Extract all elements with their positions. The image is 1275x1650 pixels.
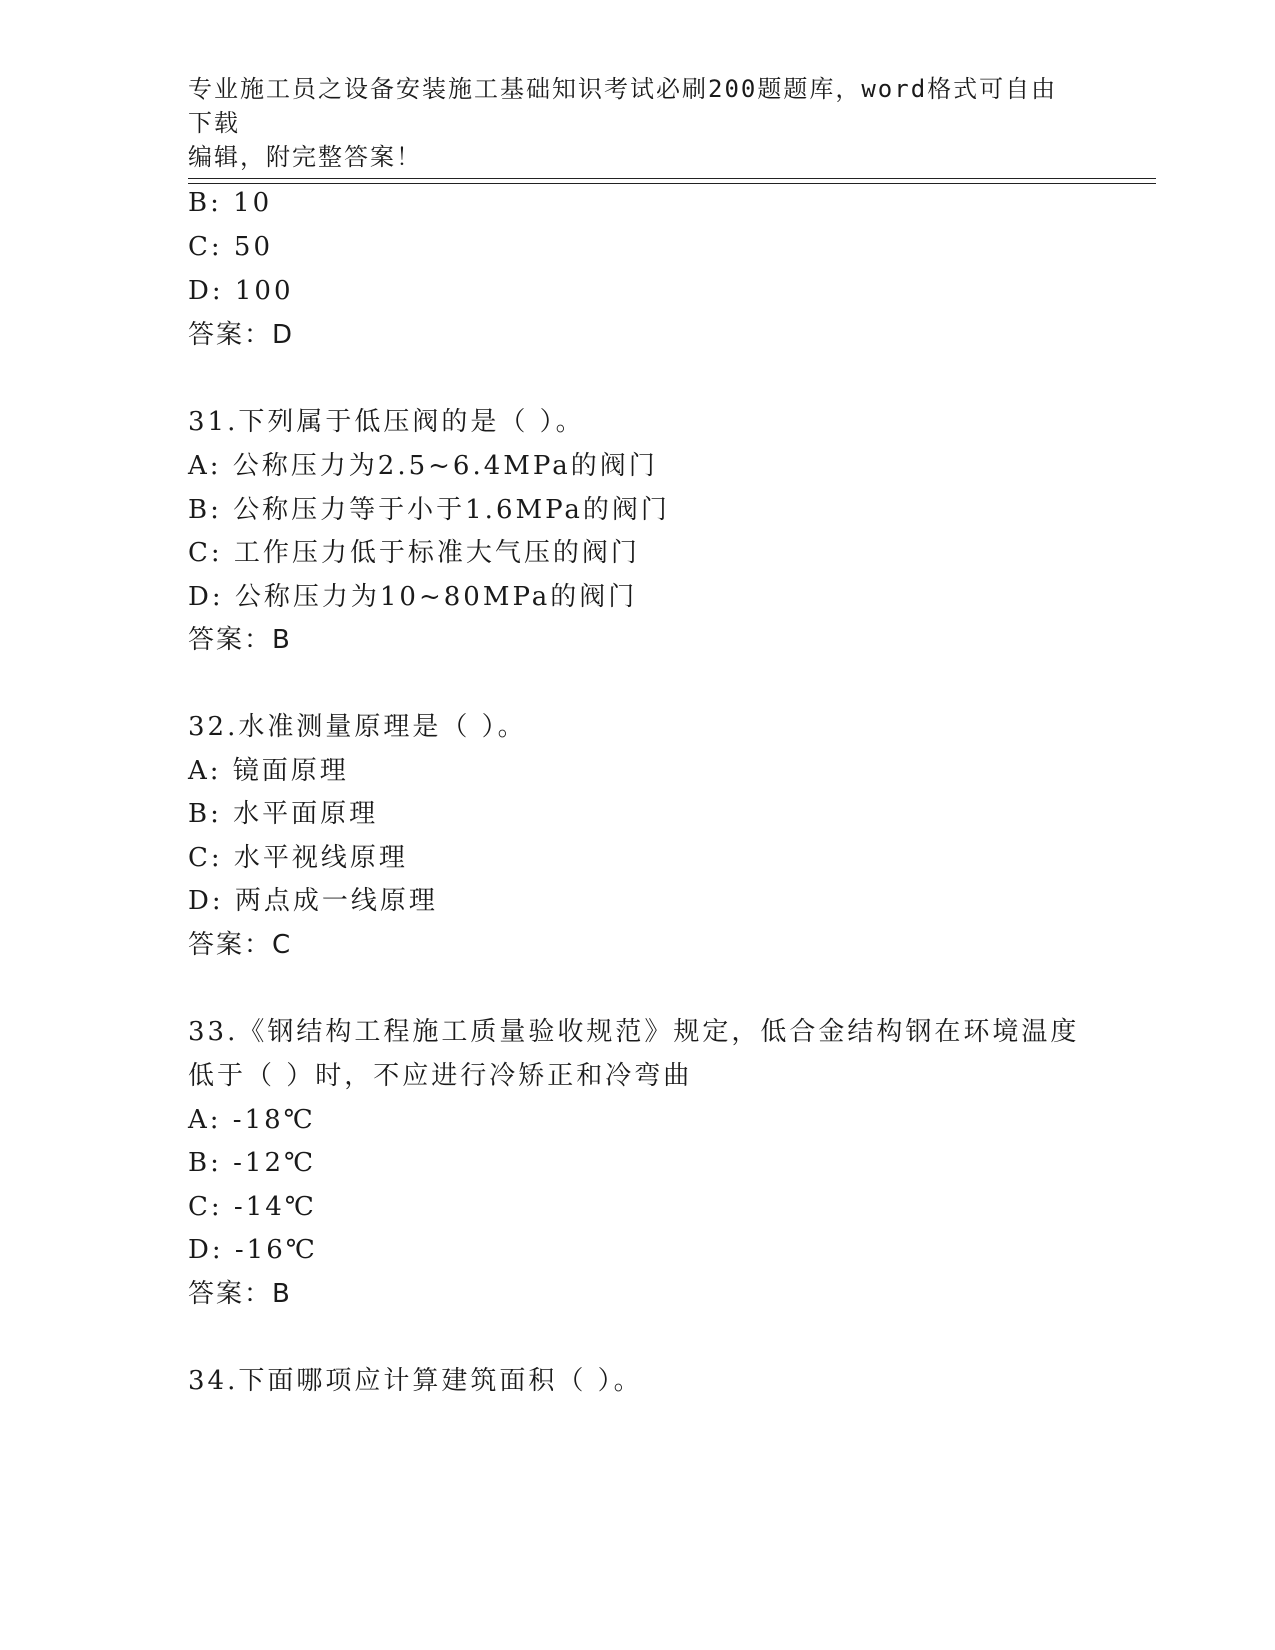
- document-header: [188, 72, 1078, 174]
- question-stem: 31.下列属于低压阀的是（ ）。: [188, 407, 585, 437]
- question-stem: 32.水准测量原理是（ ）。: [188, 712, 527, 742]
- question-stem: 34.下面哪项应计算建筑面积（ ）。: [188, 1366, 643, 1396]
- answer-line: 答案：B: [188, 1279, 292, 1309]
- option-b: B: 水平面原理: [188, 799, 379, 829]
- option-d: D: 公称压力为10~80MPa的阀门: [188, 582, 638, 612]
- option-b: B: 公称压力等于小于1.6MPa的阀门: [188, 495, 670, 525]
- option-d: D: -16℃: [188, 1235, 318, 1265]
- answer-line: 答案：D: [188, 320, 295, 350]
- option-c: C: -14℃: [188, 1192, 317, 1222]
- option-d: D: 两点成一线原理: [188, 886, 438, 916]
- option-b: B: -12℃: [188, 1148, 317, 1178]
- header-line-2: 编辑，附完整答案！: [188, 143, 422, 171]
- option-a: A: -18℃: [188, 1105, 316, 1135]
- answer-line: 答案：B: [188, 625, 292, 655]
- option-c: C: 50: [188, 232, 274, 262]
- question-stem-line-2: 低于（ ）时，不应进行冷矫正和冷弯曲: [188, 1061, 693, 1091]
- option-a: A: 镜面原理: [188, 756, 349, 786]
- header-divider-bottom: [188, 183, 1156, 184]
- header-divider-top: [188, 178, 1156, 179]
- option-b: B: 10: [188, 188, 273, 218]
- header-line-1: 专业施工员之设备安装施工基础知识考试必刷200题题库，word格式可自由下载: [188, 75, 1058, 137]
- option-c: C: 工作压力低于标准大气压的阀门: [188, 538, 640, 568]
- answer-line: 答案：C: [188, 930, 293, 960]
- question-stem-line-1: 33.《钢结构工程施工质量验收规范》规定，低合金结构钢在环境温度: [188, 1017, 1080, 1047]
- option-c: C: 水平视线原理: [188, 843, 408, 873]
- option-d: D: 100: [188, 276, 294, 306]
- option-a: A: 公称压力为2.5~6.4MPa的阀门: [188, 451, 658, 481]
